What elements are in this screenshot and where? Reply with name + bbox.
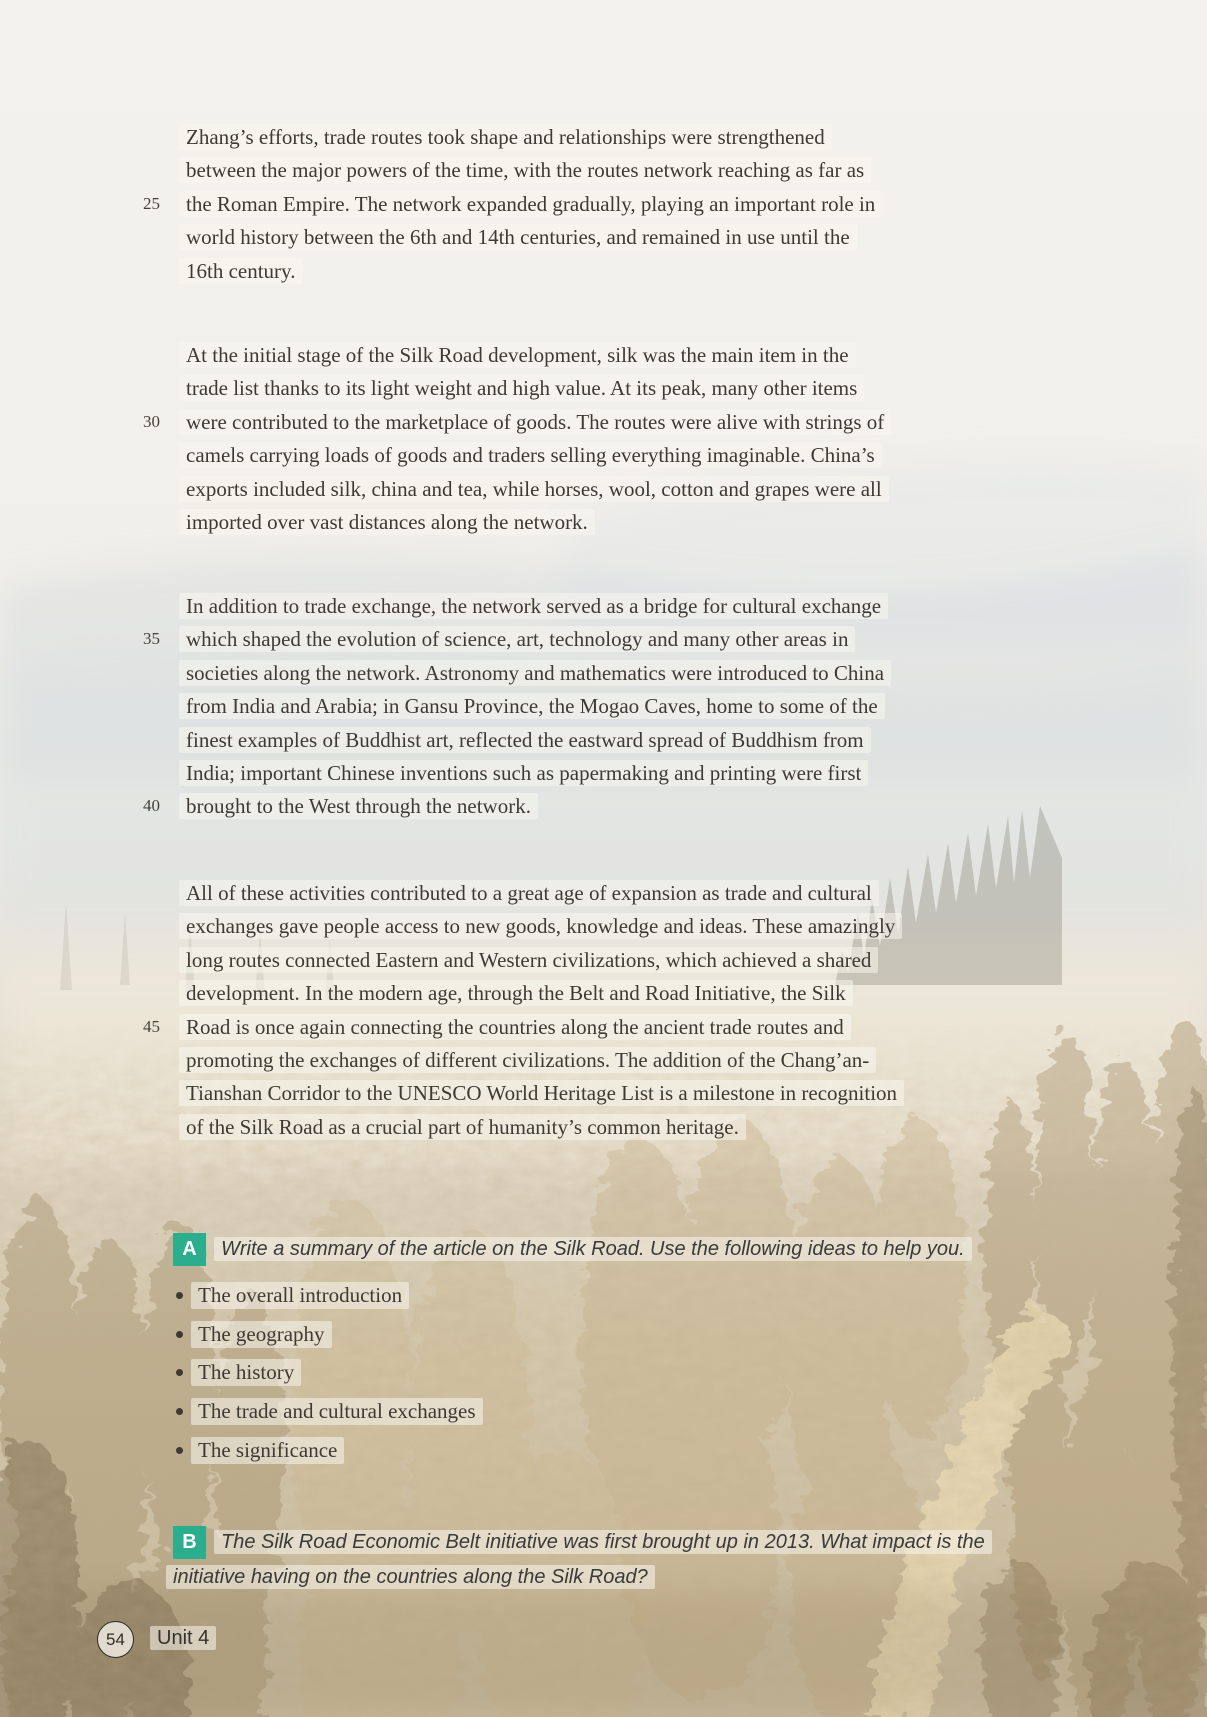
exercise-a-badge: A [173, 1233, 206, 1266]
line-number-30: 30 [143, 412, 160, 431]
line-number-40: 40 [143, 796, 160, 815]
text-line: At the initial stage of the Silk Road development, silk was the main item in the [186, 339, 891, 372]
paragraph-4 [186, 877, 904, 1144]
idea-list [176, 1276, 483, 1470]
text-line: Zhang’s efforts, trade routes took shape and relationships were strengthened [186, 121, 882, 154]
exercise-b [173, 1526, 1093, 1595]
idea-list-item: The significance [176, 1431, 483, 1470]
text-line: trade list thanks to its light weight and high value. At its peak, many other items [186, 372, 891, 405]
idea-list-item: The overall introduction [176, 1276, 483, 1315]
text-line: from India and Arabia; in Gansu Province, the Mogao Caves, home to some of the [186, 690, 891, 723]
text-line: promoting the exchanges of different civilizations. The addition of the Chang’an- [186, 1044, 904, 1077]
page-number-badge [97, 1621, 134, 1658]
text-line: were contributed to the marketplace of goods. The routes were alive with strings of [186, 406, 891, 439]
idea-list-item: The geography [176, 1315, 483, 1354]
exercise-b-badge: B [173, 1526, 206, 1559]
paragraph-1 [186, 121, 882, 288]
text-line: which shaped the evolution of science, art, technology and many other areas in [186, 623, 891, 656]
idea-list-item: The trade and cultural exchanges [176, 1392, 483, 1431]
exercise-a [173, 1233, 1093, 1266]
text-line: brought to the West through the network. [186, 790, 891, 823]
text-line: the Roman Empire. The network expanded gradually, playing an important role in [186, 188, 882, 221]
text-line: Tianshan Corridor to the UNESCO World Heritage List is a milestone in recognition [186, 1077, 904, 1110]
text-line: All of these activities contributed to a great age of expansion as trade and cultural [186, 877, 904, 910]
paragraph-3 [186, 590, 891, 824]
page-number: 54 [106, 1629, 125, 1649]
exercise-a-instruction: Write a summary of the article on the Silk Road. Use the following ideas to help you. [214, 1237, 972, 1261]
text-line: In addition to trade exchange, the network served as a bridge for cultural exchange [186, 590, 891, 623]
text-line: between the major powers of the time, with the routes network reaching as far as [186, 154, 882, 187]
text-line: imported over vast distances along the network. [186, 506, 891, 539]
line-number-35: 35 [143, 629, 160, 648]
text-line: societies along the network. Astronomy and mathematics were introduced to China [186, 657, 891, 690]
text-line: India; important Chinese inventions such as papermaking and printing were first [186, 757, 891, 790]
unit-label: Unit 4 [157, 1627, 216, 1650]
idea-list-item: The history [176, 1354, 483, 1393]
text-line: exchanges gave people access to new goods, knowledge and ideas. These amazingly [186, 910, 904, 943]
text-line: 16th century. [186, 255, 882, 288]
text-line: camels carrying loads of goods and traders selling everything imaginable. China’s [186, 439, 891, 472]
text-line: Road is once again connecting the countries along the ancient trade routes and [186, 1011, 904, 1044]
line-number-25: 25 [143, 194, 160, 213]
paragraph-2 [186, 339, 891, 539]
exercise-b-instruction-line-1: The Silk Road Economic Belt initiative was first brought up in 2013. What impact is the [214, 1530, 992, 1554]
exercise-b-instruction-line-2: initiative having on the countries along the Silk Road? [166, 1565, 655, 1589]
line-number-45: 45 [143, 1017, 160, 1036]
text-line: long routes connected Eastern and Western civilizations, which achieved a shared [186, 944, 904, 977]
text-line: development. In the modern age, through the Belt and Road Initiative, the Silk [186, 977, 904, 1010]
text-line: finest examples of Buddhist art, reflected the eastward spread of Buddhism from [186, 724, 891, 757]
text-line: world history between the 6th and 14th centuries, and remained in use until the [186, 221, 882, 254]
text-line: exports included silk, china and tea, while horses, wool, cotton and grapes were all [186, 473, 891, 506]
text-line: of the Silk Road as a crucial part of humanity’s common heritage. [186, 1111, 904, 1144]
